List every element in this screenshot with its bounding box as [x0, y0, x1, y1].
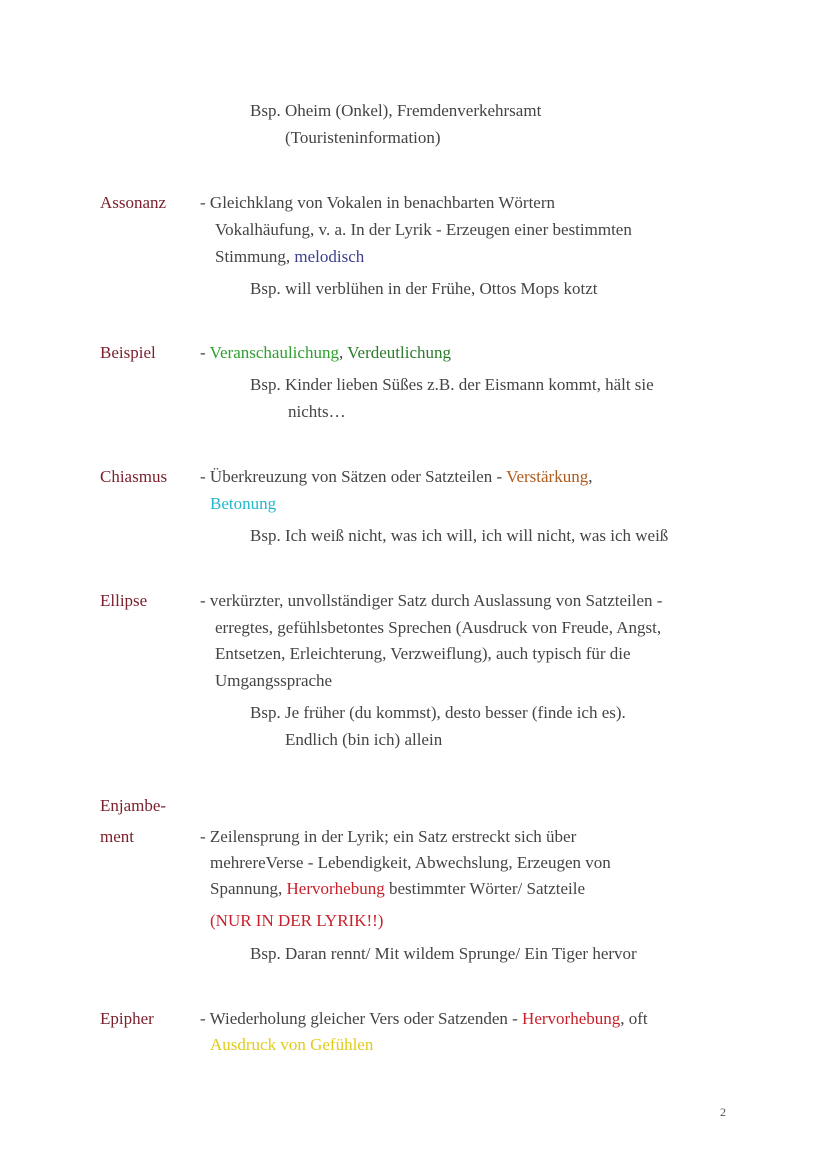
epipher-definition-line1: [200, 1008, 648, 1030]
beispiel-keyword-verdeutlichung: Verdeutlichung: [347, 343, 452, 362]
page-number: 2: [720, 1105, 726, 1119]
enjambement-definition-line2: mehrereVerse - Lebendigkeit, Abwechslung, Erzeugen von: [210, 853, 611, 872]
beispiel-comma: ,: [338, 343, 348, 362]
beispiel-example-line2: nichts…: [288, 402, 346, 421]
ellipse-definition-line4: Umgangssprache: [215, 671, 333, 690]
chiasmus-keyword-verstaerkung: Verstärkung: [506, 467, 589, 486]
beispiel-definition: [200, 342, 451, 364]
chiasmus-comma: ,: [588, 467, 593, 486]
enjambement-keyword-hervorhebung: Hervorhebung: [286, 879, 385, 898]
chiasmus-definition-line1: [200, 466, 592, 488]
term-enjambement-line2: ment: [100, 827, 134, 846]
term-chiasmus: Chiasmus: [100, 467, 168, 486]
ellipse-example-line1: Bsp. Je früher (du kommst), desto besser (finde ich es).: [250, 703, 626, 722]
intro-example-line1: Bsp. Oheim (Onkel), Fremdenverkehrsamt: [250, 101, 542, 120]
epipher-def1-text: - Wiederholung gleicher Vers oder Satzenden -: [200, 1009, 523, 1028]
chiasmus-def1-text: - Überkreuzung von Sätzen oder Satzteilen -: [200, 467, 507, 486]
chiasmus-keyword-betonung: Betonung: [210, 494, 277, 513]
enjambement-definition-line1: - Zeilensprung in der Lyrik; ein Satz erstreckt sich über: [200, 827, 577, 846]
enjambement-def3-text: Spannung,: [210, 879, 287, 898]
enjambement-definition-line3: [210, 878, 585, 900]
enjambement-example: Bsp. Daran rennt/ Mit wildem Sprunge/ Ein Tiger hervor: [250, 944, 637, 963]
assonanz-keyword-melodisch: melodisch: [294, 247, 365, 266]
assonanz-definition-line1: - Gleichklang von Vokalen in benachbarten Wörtern: [200, 193, 555, 212]
epipher-keyword-ausdruck-von-gefuehlen: Ausdruck von Gefühlen: [210, 1035, 374, 1054]
ellipse-definition-line2: erregtes, gefühlsbetontes Sprechen (Ausdruck von Freude, Angst,: [215, 618, 662, 637]
assonanz-def3-text: Stimmung,: [215, 247, 295, 266]
term-enjambement-line1: Enjambe-: [100, 796, 167, 815]
term-beispiel: Beispiel: [100, 343, 156, 362]
assonanz-definition-line3: [215, 246, 364, 268]
ellipse-example-line2: Endlich (bin ich) allein: [285, 730, 443, 749]
enjambement-note: (NUR IN DER LYRIK!!): [210, 911, 384, 930]
assonanz-example: Bsp. will verblühen in der Frühe, Ottos Mops kotzt: [250, 279, 598, 298]
enjambement-def3-rest: bestimmter Wörter/ Satzteile: [384, 879, 586, 898]
term-epipher: Epipher: [100, 1009, 154, 1028]
term-assonanz: Assonanz: [100, 193, 167, 212]
epipher-keyword-hervorhebung: Hervorhebung: [522, 1009, 621, 1028]
assonanz-definition-line2: Vokalhäufung, v. a. In der Lyrik - Erzeugen einer bestimmten: [215, 220, 632, 239]
epipher-def1-rest: , oft: [620, 1009, 648, 1028]
beispiel-dash: -: [200, 343, 210, 362]
chiasmus-example: Bsp. Ich weiß nicht, was ich will, ich will nicht, was ich weiß: [250, 526, 669, 545]
term-ellipse: Ellipse: [100, 591, 148, 610]
beispiel-keyword-veranschaulichung: Veranschaulichung: [209, 343, 339, 362]
intro-example-line2: (Touristeninformation): [285, 128, 441, 147]
ellipse-definition-line3: Entsetzen, Erleichterung, Verzweiflung), auch typisch für die: [215, 644, 631, 663]
beispiel-example-line1: Bsp. Kinder lieben Süßes z.B. der Eismann kommt, hält sie: [250, 375, 654, 394]
ellipse-definition-line1: - verkürzter, unvollständiger Satz durch Auslassung von Satzteilen -: [200, 591, 663, 610]
